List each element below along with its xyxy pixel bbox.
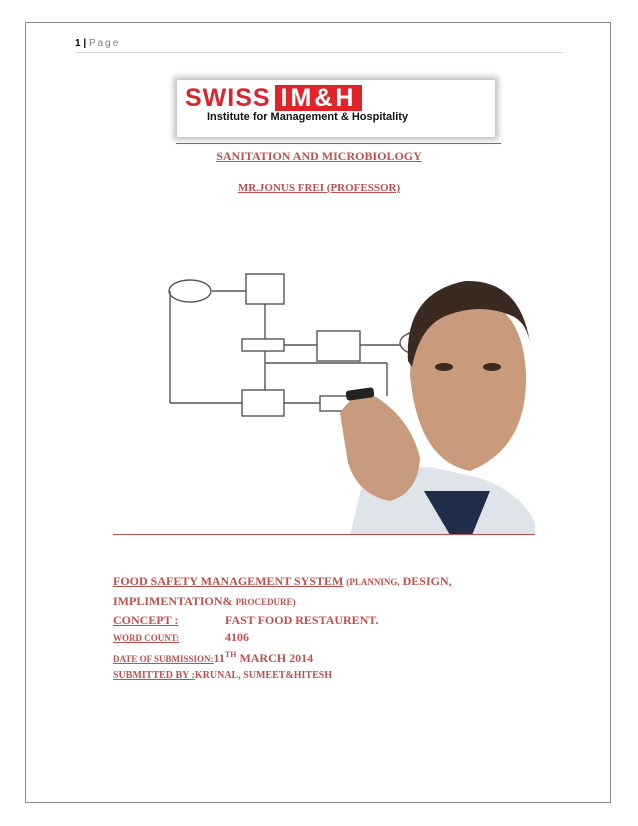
- implementation-line: [113, 594, 296, 609]
- header-rule: [75, 52, 563, 53]
- logo-rule: [176, 143, 501, 144]
- page-number: 1: [75, 38, 81, 49]
- submission-month-year: MARCH 2014: [239, 651, 314, 665]
- submission-day-suffix: TH: [224, 650, 237, 659]
- concept-value: FAST FOOD RESTAURENT.: [225, 613, 379, 627]
- course-title: SANITATION AND MICROBIOLOGY: [216, 149, 422, 163]
- submitted-by-line: [113, 670, 332, 681]
- flowchart-illustration: [150, 263, 535, 535]
- logo-name-part2: IM&H: [275, 85, 363, 111]
- word-count-value: 4106: [225, 630, 249, 644]
- system-design: DESIGN,: [402, 574, 452, 588]
- flowchart-diagram: [169, 274, 444, 416]
- institute-logo: [177, 80, 495, 137]
- system-subtitle-open: (PLANNING,: [346, 577, 400, 587]
- submission-date-line: [113, 650, 313, 666]
- logo-name-part1: SWISS: [185, 84, 271, 112]
- logo-tagline: Institute for Management & Hospitality: [207, 111, 409, 123]
- word-count-label: WORD COUNT:: [113, 633, 180, 643]
- illustration-rule: [113, 534, 535, 535]
- submitted-by-label: SUBMITTED BY :: [113, 670, 195, 681]
- page-header: [75, 38, 120, 49]
- person-figure: [340, 281, 535, 535]
- submission-day: 11: [213, 651, 225, 665]
- system-title: FOOD SAFETY MANAGEMENT SYSTEM: [113, 574, 344, 588]
- system-title-line: [113, 574, 452, 589]
- concept-label: CONCEPT :: [113, 613, 179, 627]
- page-word: Page: [88, 38, 121, 49]
- procedure-text: PROCEDURE): [235, 597, 296, 607]
- header-separator: |: [83, 38, 87, 49]
- professor-name: MR.JONUS FREI (PROFESSOR): [237, 182, 401, 194]
- submission-date-label: DATE OF SUBMISSION:: [113, 654, 214, 664]
- concept-row: [113, 613, 178, 628]
- submitted-by-names: KRUNAL, SUMEET&HITESH: [194, 670, 333, 681]
- implementation-text: IMPLIMENTATION&: [113, 594, 233, 608]
